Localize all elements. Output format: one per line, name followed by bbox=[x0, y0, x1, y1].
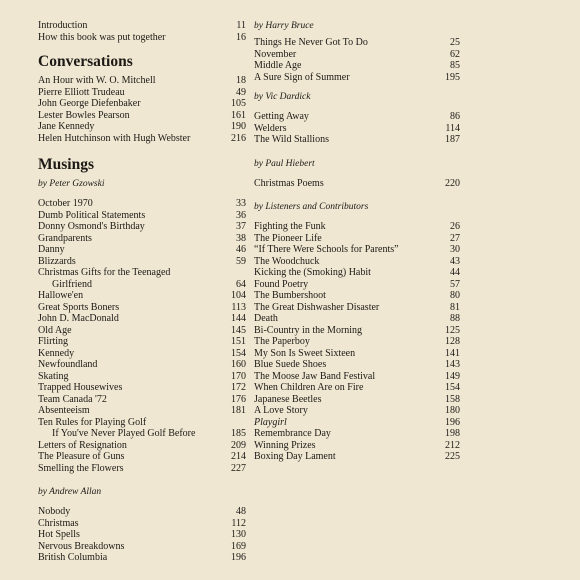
entry-title: When Children Are on Fire bbox=[254, 382, 364, 393]
contents-entry bbox=[254, 302, 460, 314]
entry-title: Smelling the Flowers bbox=[38, 462, 124, 474]
contents-entry bbox=[38, 336, 246, 348]
entry-page-number: 198 bbox=[445, 428, 460, 439]
contents-entry bbox=[38, 302, 246, 314]
entry-title: Winning Prizes bbox=[254, 439, 316, 451]
entry-page-number: 88 bbox=[450, 313, 460, 324]
entry-title: My Son Is Sweet Sixteen bbox=[254, 347, 356, 359]
entry-title: Kennedy bbox=[38, 347, 75, 359]
contents-entry bbox=[254, 451, 460, 463]
entry-title: The Great Dishwasher Disaster bbox=[254, 301, 380, 313]
entry-page-number: 154 bbox=[231, 347, 246, 359]
contents-entry bbox=[38, 279, 246, 291]
byline-gzowski: by Peter Gzowski bbox=[38, 179, 105, 189]
contents-entry bbox=[38, 87, 246, 99]
contents-entry bbox=[254, 382, 460, 394]
entry-title: Remembrance Day bbox=[254, 428, 331, 439]
entry-title: An Hour with W. O. Mitchell bbox=[38, 75, 156, 86]
entry-page-number: 37 bbox=[236, 221, 246, 232]
entry-page-number: 104 bbox=[231, 290, 246, 301]
entry-title: Dumb Political Statements bbox=[38, 209, 146, 221]
contents-entry bbox=[38, 75, 246, 87]
entry-title: If You've Never Played Golf Before bbox=[52, 428, 196, 439]
contents-entry bbox=[254, 279, 460, 291]
contents-entry bbox=[38, 506, 246, 518]
contents-entry bbox=[254, 394, 460, 406]
entry-title: Ten Rules for Playing Golf bbox=[38, 416, 147, 428]
contents-entry bbox=[38, 110, 246, 122]
entry-title: Kicking the (Smoking) Habit bbox=[254, 267, 371, 278]
entry-page-number: 81 bbox=[450, 301, 460, 313]
contents-entry bbox=[38, 541, 246, 553]
allan-list bbox=[38, 506, 246, 564]
entry-page-number: 38 bbox=[236, 232, 246, 244]
entry-title: Jane Kennedy bbox=[38, 121, 95, 132]
entry-title: Playgirl bbox=[254, 416, 287, 428]
contents-entry bbox=[38, 518, 246, 530]
entry-title: The Pioneer Life bbox=[254, 232, 322, 244]
entry-page-number: 85 bbox=[450, 60, 460, 71]
entry-page-number: 86 bbox=[450, 111, 460, 122]
right-column bbox=[254, 20, 460, 463]
entry-title: Danny bbox=[38, 244, 65, 255]
contents-entry bbox=[254, 290, 460, 302]
entry-title: Blue Suede Shoes bbox=[254, 359, 327, 370]
contents-entry bbox=[254, 336, 460, 348]
contents-entry bbox=[254, 428, 460, 440]
entry-page-number: 27 bbox=[450, 232, 460, 244]
byline-listeners: by Listeners and Contributors bbox=[254, 202, 369, 212]
entry-title: Getting Away bbox=[254, 111, 309, 122]
contents-entry bbox=[38, 221, 246, 233]
entry-page-number: 80 bbox=[450, 290, 460, 301]
entry-title: Introduction bbox=[38, 20, 88, 31]
entry-page-number: 196 bbox=[445, 416, 460, 428]
entry-page-number: 16 bbox=[236, 31, 246, 43]
byline-hiebert: by Paul Hiebert bbox=[254, 158, 315, 169]
contents-entry bbox=[38, 405, 246, 417]
musings-heading: Musings bbox=[38, 156, 94, 173]
entry-page-number: 46 bbox=[236, 244, 246, 255]
entry-title: Found Poetry bbox=[254, 278, 309, 290]
entry-page-number: 161 bbox=[231, 109, 246, 121]
contents-entry bbox=[38, 359, 246, 371]
entry-page-number: 44 bbox=[450, 267, 460, 278]
bruce-list bbox=[254, 37, 460, 83]
entry-page-number: 48 bbox=[236, 506, 246, 517]
contents-entry bbox=[254, 267, 460, 279]
contents-entry bbox=[254, 221, 460, 233]
entry-page-number: 30 bbox=[450, 244, 460, 255]
entry-title: Things He Never Got To Do bbox=[254, 37, 368, 48]
entry-page-number: 49 bbox=[236, 86, 246, 98]
entry-title: John D. MacDonald bbox=[38, 313, 119, 324]
entry-page-number: 176 bbox=[231, 393, 246, 405]
entry-page-number: 185 bbox=[231, 428, 246, 439]
entry-page-number: 143 bbox=[445, 359, 460, 370]
entry-title: Letters of Resignation bbox=[38, 439, 127, 451]
entry-title: Donny Osmond's Birthday bbox=[38, 221, 145, 232]
contents-entry bbox=[38, 233, 246, 245]
contents-entry bbox=[254, 417, 460, 429]
byline-allan: by Andrew Allan bbox=[38, 487, 102, 497]
entry-page-number: 59 bbox=[236, 255, 246, 267]
entry-title: Christmas Poems bbox=[254, 177, 324, 189]
contents-entry bbox=[38, 552, 246, 564]
entry-title: November bbox=[254, 48, 297, 60]
contents-entry bbox=[254, 111, 460, 123]
entry-title: Helen Hutchinson with Hugh Webster bbox=[38, 132, 191, 144]
entry-page-number: 227 bbox=[231, 462, 246, 474]
entry-page-number: 105 bbox=[231, 98, 246, 109]
entry-title: “If There Were Schools for Parents” bbox=[254, 244, 399, 255]
contents-entry bbox=[38, 325, 246, 337]
contents-entry bbox=[38, 256, 246, 268]
contents-entry bbox=[38, 417, 246, 429]
entry-page-number: 216 bbox=[231, 132, 246, 144]
contents-entry bbox=[38, 529, 246, 541]
entry-title: The Wild Stallions bbox=[254, 134, 329, 145]
entry-page-number: 64 bbox=[236, 278, 246, 290]
entry-title: Death bbox=[254, 313, 278, 324]
entry-title: Girlfriend bbox=[52, 278, 92, 290]
entry-page-number: 11 bbox=[236, 20, 246, 31]
entry-title: British Columbia bbox=[38, 552, 108, 563]
contents-entry bbox=[38, 267, 246, 279]
entry-page-number: 181 bbox=[231, 405, 246, 416]
entry-page-number: 112 bbox=[231, 517, 246, 529]
entry-page-number: 114 bbox=[445, 122, 460, 134]
entry-title: Grandparents bbox=[38, 232, 92, 244]
entry-page-number: 220 bbox=[445, 177, 460, 189]
entry-title: Trapped Housewives bbox=[38, 382, 123, 393]
entry-title: Skating bbox=[38, 370, 69, 382]
contents-entry bbox=[38, 32, 246, 44]
entry-title: Christmas bbox=[38, 517, 79, 529]
contents-entry bbox=[254, 233, 460, 245]
entry-page-number: 25 bbox=[450, 37, 460, 48]
entry-title: Hot Spells bbox=[38, 529, 80, 540]
entry-page-number: 57 bbox=[450, 278, 460, 290]
entry-title: Absenteeism bbox=[38, 405, 90, 416]
entry-title: The Woodchuck bbox=[254, 255, 320, 267]
conversations-heading: Conversations bbox=[38, 53, 133, 70]
entry-title: A Love Story bbox=[254, 405, 308, 416]
entry-page-number: 195 bbox=[445, 71, 460, 83]
entry-title: The Bumbershoot bbox=[254, 290, 326, 301]
entry-page-number: 180 bbox=[445, 405, 460, 416]
entry-page-number: 128 bbox=[445, 336, 460, 347]
entry-title: Nervous Breakdowns bbox=[38, 540, 125, 552]
listeners-list bbox=[254, 221, 460, 463]
entry-page-number: 145 bbox=[231, 324, 246, 336]
contents-entry bbox=[254, 37, 460, 49]
contents-entry bbox=[254, 348, 460, 360]
entry-title: Old Age bbox=[38, 324, 72, 336]
contents-entry bbox=[254, 72, 460, 84]
contents-entry bbox=[38, 394, 246, 406]
contents-entry bbox=[254, 313, 460, 325]
entry-page-number: 149 bbox=[445, 370, 460, 382]
gzowski-list bbox=[38, 198, 246, 474]
entry-title: The Paperboy bbox=[254, 336, 310, 347]
entry-title: Christmas Gifts for the Teenaged bbox=[38, 267, 171, 278]
entry-page-number: 113 bbox=[231, 301, 246, 313]
entry-title: Japanese Beetles bbox=[254, 393, 322, 405]
contents-entry bbox=[254, 256, 460, 268]
entry-title: Blizzards bbox=[38, 255, 76, 267]
entry-title: Lester Bowles Pearson bbox=[38, 109, 130, 121]
entry-page-number: 43 bbox=[450, 255, 460, 267]
byline-bruce: by Harry Bruce bbox=[254, 21, 314, 31]
contents-entry bbox=[254, 325, 460, 337]
contents-entry bbox=[254, 359, 460, 371]
contents-entry bbox=[38, 428, 246, 440]
contents-entry bbox=[254, 178, 460, 190]
entry-page-number: 160 bbox=[231, 359, 246, 370]
left-column bbox=[38, 20, 246, 564]
entry-page-number: 125 bbox=[445, 324, 460, 336]
entry-page-number: 154 bbox=[445, 382, 460, 393]
entry-title: Flirting bbox=[38, 336, 69, 347]
entry-title: Boxing Day Lament bbox=[254, 451, 336, 462]
contents-entry bbox=[38, 210, 246, 222]
entry-page-number: 130 bbox=[231, 529, 246, 540]
contents-entry bbox=[254, 244, 460, 256]
entry-title: Great Sports Boners bbox=[38, 301, 120, 313]
entry-page-number: 33 bbox=[236, 198, 246, 209]
entry-page-number: 36 bbox=[236, 209, 246, 221]
contents-entry bbox=[38, 133, 246, 145]
contents-entry bbox=[254, 405, 460, 417]
entry-title: Welders bbox=[254, 122, 287, 134]
entry-title: The Moose Jaw Band Festival bbox=[254, 370, 376, 382]
entry-page-number: 187 bbox=[445, 134, 460, 145]
entry-page-number: 18 bbox=[236, 75, 246, 86]
entry-page-number: 151 bbox=[231, 336, 246, 347]
dardick-list bbox=[254, 111, 460, 146]
contents-entry bbox=[254, 49, 460, 61]
entry-title: How this book was put together bbox=[38, 31, 166, 43]
entry-page-number: 225 bbox=[445, 451, 460, 462]
entry-title: Middle Age bbox=[254, 60, 302, 71]
contents-entry bbox=[254, 371, 460, 383]
contents-entry bbox=[38, 98, 246, 110]
entry-page-number: 172 bbox=[231, 382, 246, 393]
entry-title: Newfoundland bbox=[38, 359, 98, 370]
contents-entry bbox=[254, 60, 460, 72]
entry-page-number: 170 bbox=[231, 370, 246, 382]
contents-entry bbox=[38, 451, 246, 463]
entry-page-number: 196 bbox=[231, 552, 246, 563]
entry-title: October 1970 bbox=[38, 198, 93, 209]
contents-entry bbox=[38, 348, 246, 360]
entry-page-number: 158 bbox=[445, 393, 460, 405]
entry-title: The Pleasure of Guns bbox=[38, 451, 125, 462]
entry-title: Team Canada '72 bbox=[38, 393, 107, 405]
entry-title: Nobody bbox=[38, 506, 71, 517]
entry-page-number: 214 bbox=[231, 451, 246, 462]
entry-page-number: 62 bbox=[450, 48, 460, 60]
entry-page-number: 209 bbox=[231, 439, 246, 451]
conversations-list bbox=[38, 75, 246, 144]
contents-entry bbox=[38, 198, 246, 210]
entry-title: Fighting the Funk bbox=[254, 221, 326, 232]
contents-entry bbox=[38, 121, 246, 133]
contents-entry bbox=[38, 371, 246, 383]
contents-entry bbox=[38, 290, 246, 302]
contents-entry bbox=[38, 382, 246, 394]
entry-title: A Sure Sign of Summer bbox=[254, 71, 350, 83]
entry-page-number: 169 bbox=[231, 540, 246, 552]
entry-title: Hallowe'en bbox=[38, 290, 84, 301]
entry-page-number: 144 bbox=[231, 313, 246, 324]
contents-entry bbox=[38, 313, 246, 325]
contents-entry bbox=[254, 123, 460, 135]
entry-page-number: 141 bbox=[445, 347, 460, 359]
contents-entry bbox=[38, 244, 246, 256]
entry-page-number: 212 bbox=[445, 439, 460, 451]
entry-page-number: 190 bbox=[231, 121, 246, 132]
hiebert-list bbox=[254, 178, 460, 190]
contents-entry bbox=[38, 20, 246, 32]
contents-entry bbox=[38, 440, 246, 452]
entry-title: Bi-Country in the Morning bbox=[254, 324, 363, 336]
byline-dardick: by Vic Dardick bbox=[254, 92, 311, 102]
intro-list bbox=[38, 20, 246, 43]
contents-entry bbox=[254, 134, 460, 146]
entry-page-number: 26 bbox=[450, 221, 460, 232]
entry-title: Pierre Elliott Trudeau bbox=[38, 86, 125, 98]
contents-entry bbox=[38, 463, 246, 475]
contents-entry bbox=[254, 440, 460, 452]
entry-title: John George Diefenbaker bbox=[38, 98, 141, 109]
